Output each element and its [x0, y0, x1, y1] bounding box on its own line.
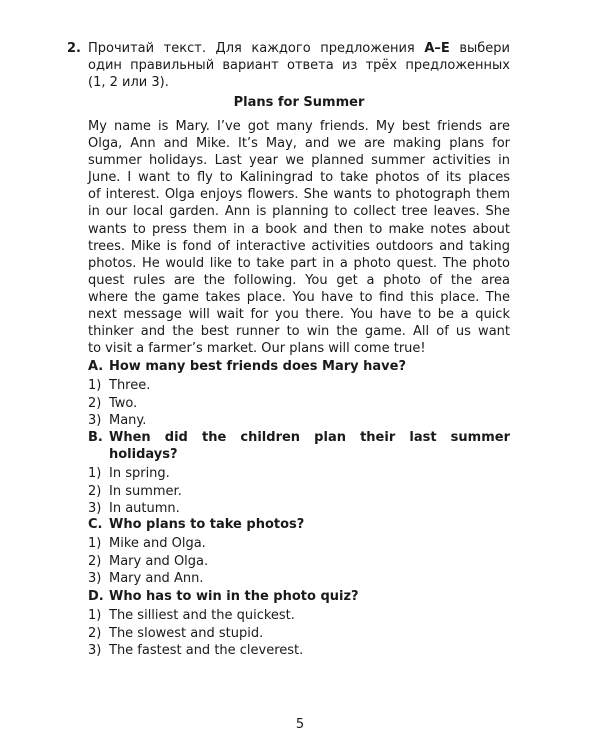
question-text	[109, 358, 510, 375]
question-letter: A.	[88, 359, 104, 374]
question-line: How many best friends does Mary have?	[109, 359, 406, 374]
reading-passage	[88, 118, 510, 357]
option-number: 1)	[88, 378, 102, 393]
passage-line: quest rules are the following. You get a photo of the area	[88, 272, 510, 288]
answer-option[interactable]	[88, 500, 510, 518]
answer-option[interactable]	[88, 642, 510, 660]
option-number: 3)	[88, 501, 102, 516]
question-text	[109, 516, 510, 533]
question-line: Who has to win in the photo quiz?	[109, 589, 359, 604]
question-a	[88, 358, 510, 430]
answer-options	[88, 377, 510, 430]
task-line	[88, 57, 510, 74]
passage-line: June. I want to fly to Kaliningrad to take photos of its places	[88, 170, 510, 186]
option-number: 1)	[88, 466, 102, 481]
answer-option[interactable]	[88, 377, 510, 395]
answer-option[interactable]	[88, 395, 510, 413]
task-letter-range: А–Е	[424, 41, 450, 56]
answer-options	[88, 607, 510, 660]
passage-line: summer holidays. Last year we planned summer activities in	[88, 153, 510, 169]
option-text: The slowest and stupid.	[109, 625, 264, 641]
passage-line: to visit a farmer’s market. Our plans will come true!	[88, 341, 426, 357]
option-number: 1)	[88, 608, 102, 623]
option-number: 2)	[88, 553, 102, 569]
task-line-text: Прочитай текст. Для каждого предложения	[88, 41, 425, 56]
answer-option[interactable]	[88, 412, 510, 430]
question-letter: C.	[88, 517, 103, 532]
task-instruction-text	[88, 40, 510, 91]
question-line: Who plans to take photos?	[109, 517, 305, 532]
answer-option[interactable]	[88, 553, 510, 571]
passage-line: Olga, Ann and Mike. It’s May, and we are making plans for	[88, 136, 510, 152]
option-number: 3)	[88, 571, 102, 586]
option-text: Many.	[109, 413, 147, 428]
option-text: The silliest and the quickest.	[109, 608, 295, 623]
question-c	[88, 516, 510, 588]
passage-line: in our local garden. Ann is planning to collect tree leaves. She	[88, 204, 510, 220]
answer-option[interactable]	[88, 607, 510, 625]
answer-option[interactable]	[88, 465, 510, 483]
question-heading	[88, 516, 510, 533]
task-line-text: выбери	[449, 41, 510, 56]
task-line	[88, 40, 510, 57]
question-text	[109, 588, 510, 605]
question-text	[109, 429, 510, 463]
option-number: 3)	[88, 643, 102, 658]
option-number: 3)	[88, 413, 102, 428]
task-line-text: один правильный вариант ответа из трёх предложенных	[88, 58, 510, 73]
question-letter: D.	[88, 589, 104, 604]
option-text: The fastest and the cleverest.	[109, 643, 304, 658]
passage-line: trees. Mike is fond of interactive activities outdoors and taking	[88, 238, 510, 254]
task-number: 2.	[67, 41, 81, 56]
option-text: In autumn.	[109, 501, 180, 516]
question-d	[88, 588, 510, 660]
question-line: holidays?	[109, 447, 178, 462]
question-letter: B.	[88, 430, 103, 445]
option-number: 2)	[88, 483, 102, 499]
option-text: Mike and Olga.	[109, 536, 206, 551]
passage-line: thinker and the best runner to win the game. All of us want	[88, 324, 510, 340]
answer-option[interactable]	[88, 570, 510, 588]
answer-options	[88, 465, 510, 518]
question-heading	[88, 588, 510, 605]
option-text: In spring.	[109, 466, 170, 481]
option-text: Mary and Olga.	[109, 553, 209, 569]
passage-line: wants to press them in a book and then to make notes about	[88, 221, 510, 237]
answer-options	[88, 535, 510, 588]
passage-line: of interest. Olga enjoys flowers. She wants to photograph them	[88, 187, 510, 203]
answer-option[interactable]	[88, 535, 510, 553]
page-number: 5	[295, 717, 305, 732]
passage-line: where the game takes place. You have to find this place. The	[88, 289, 510, 305]
passage-title: Plans for Summer	[233, 95, 365, 110]
option-text: Three.	[109, 378, 151, 393]
question-b	[88, 429, 510, 518]
option-number: 2)	[88, 625, 102, 641]
option-number: 2)	[88, 395, 102, 411]
option-number: 1)	[88, 536, 102, 551]
passage-line: photos. He would like to take part in a photo quest. The photo	[88, 255, 510, 271]
question-heading	[88, 358, 510, 375]
task-line	[88, 74, 510, 91]
question-heading	[88, 429, 510, 463]
answer-option[interactable]	[88, 625, 510, 643]
answer-option[interactable]	[88, 483, 510, 501]
option-text: Mary and Ann.	[109, 571, 204, 586]
passage-line: My name is Mary. I’ve got many friends. My best friends are	[88, 119, 510, 134]
passage-line: next message will wait for you there. You have to be a quick	[88, 307, 510, 323]
option-text: Two.	[109, 395, 138, 411]
question-line: When did the children plan their last summer	[109, 430, 510, 445]
task-instruction	[67, 40, 510, 91]
task-line-text: (1, 2 или 3).	[88, 75, 169, 90]
option-text: In summer.	[109, 483, 182, 499]
